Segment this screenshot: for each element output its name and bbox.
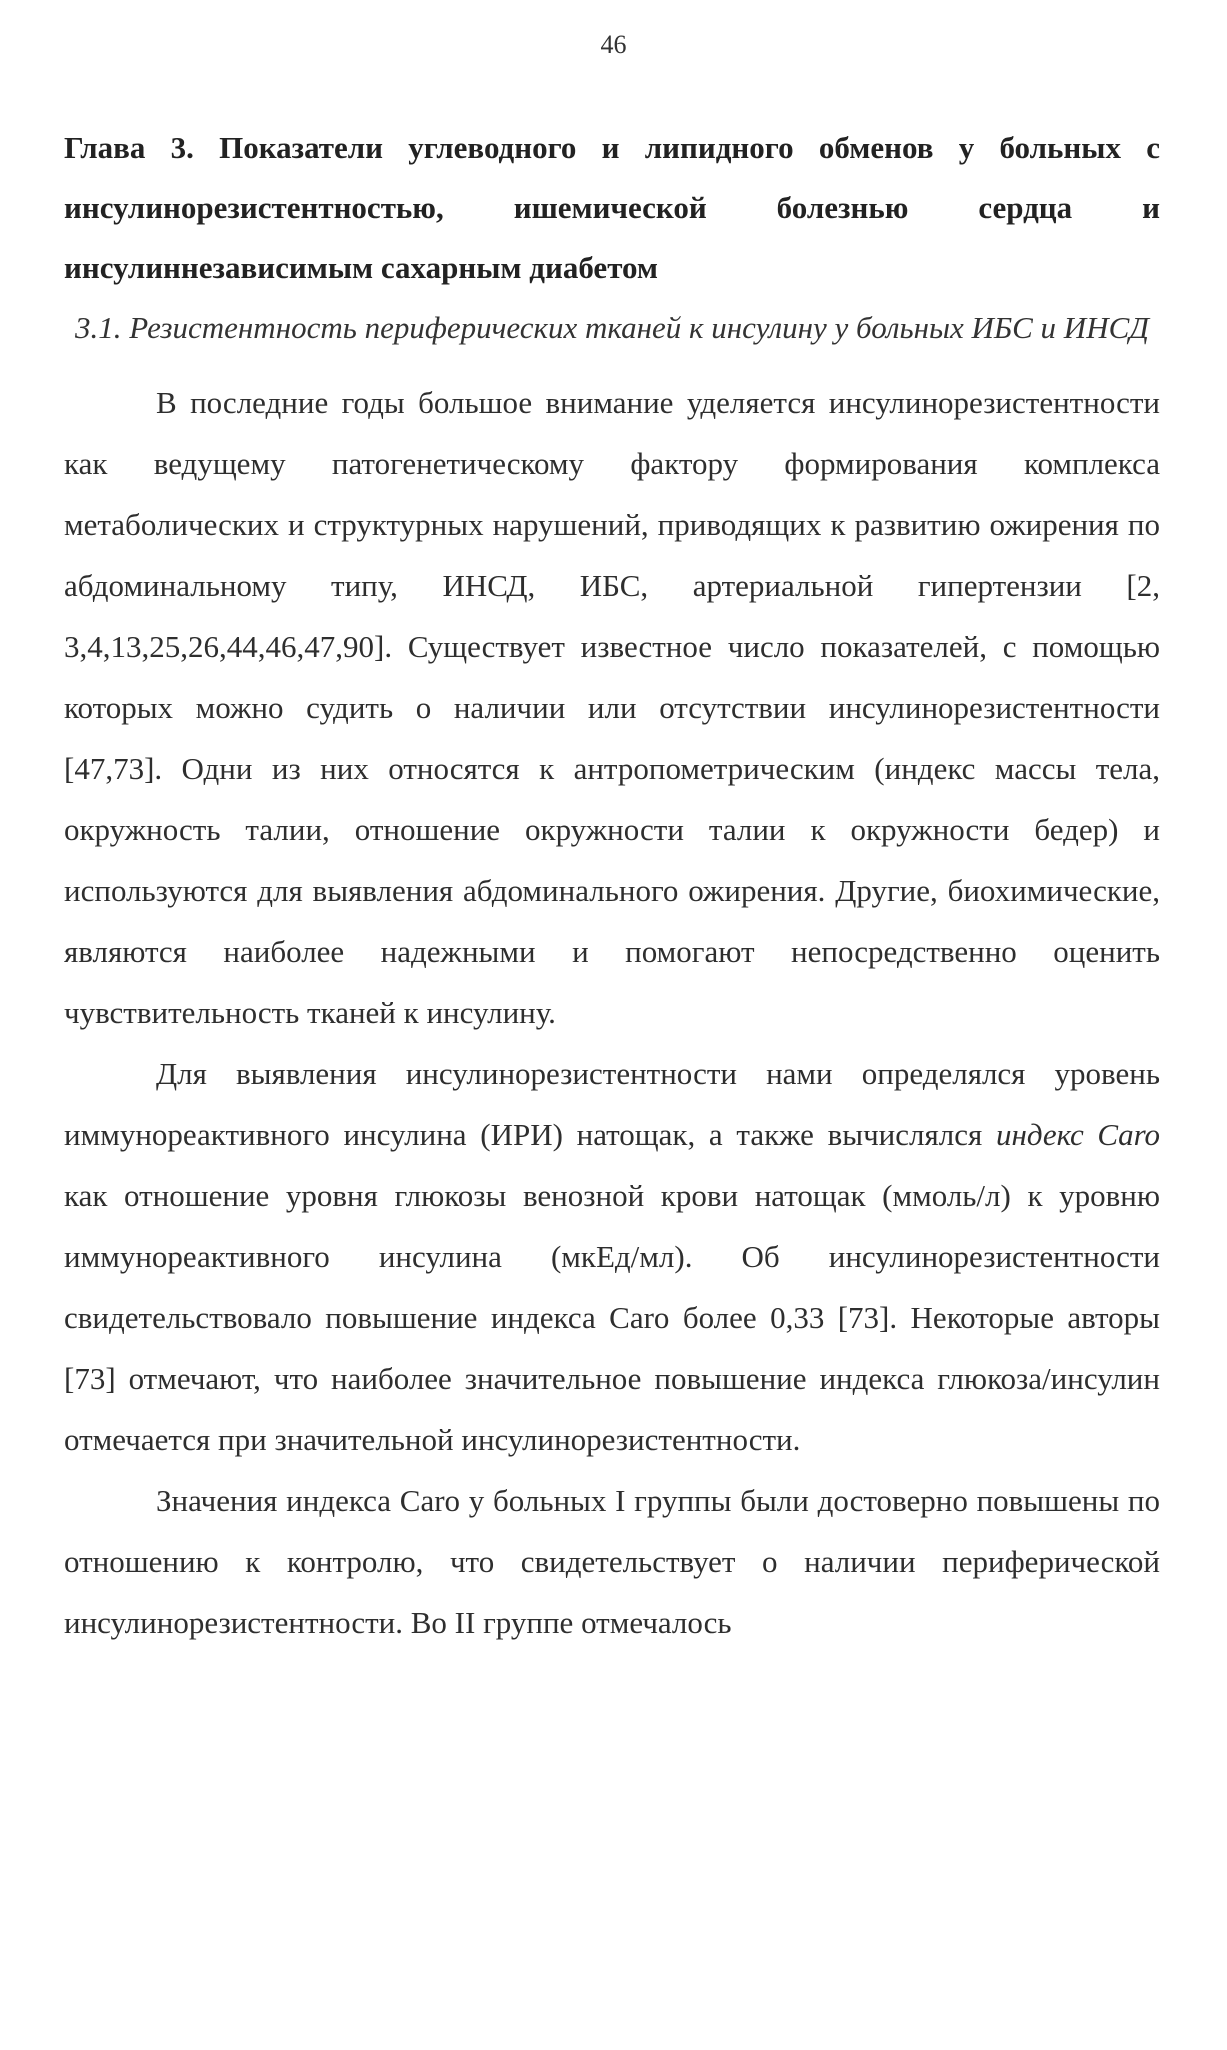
paragraph-3: Значения индекса Caro у больных I группы были достоверно повышены по отношению к контролю, что свидетельствует о наличии периферической инсулинорезистентности. Во II группе отмечалось bbox=[64, 1483, 1160, 1640]
paragraph-2-text-start: Для выявления инсулинорезистентности нами определялся уровень иммунореактивного инсулина (ИРИ) натощак, а также вычислялся bbox=[64, 1056, 1160, 1152]
paragraph-1: В последние годы большое внимание уделяется инсулинорезистентности как ведущему патогенетическому фактору формирования комплекса метаболических и структурных нарушений, приводящих к развитию ожирения по абдоминальному типу, ИНСД, ИБС, артериальной гипертензии [2, 3,4,13,25,26,44,46,47,90]. Существует известное число показателей, с помощью которых можно судить о наличии или отсутствии инсулинорезистентности [47,73]. Одни из них относятся к антропометрическим (индекс массы тела, окружность талии, отношение окружности талии к окружности бедер) и используются для выявления абдоминального ожирения. Другие, биохимические, являются наиболее надежными и помогают непосредственно оценить чувствительность тканей к инсулину. bbox=[64, 385, 1160, 1030]
page-content bbox=[64, 118, 1160, 1653]
page-number: 46 bbox=[600, 30, 627, 59]
chapter-title: Глава 3. Показатели углеводного и липидного обменов у больных с инсулинорезистентностью, ишемической болезнью сердца и инсулиннезависимым сахарным диабетом bbox=[64, 130, 1160, 285]
paragraph-2 bbox=[64, 1043, 1160, 1470]
paragraph-2-text-end: как отношение уровня глюкозы венозной крови натощак (ммоль/л) к уровню иммунореактивного инсулина (мкЕд/мл). Об инсулинорезистентности свидетельствовало повышение индекса Caro более 0,33 [73]. Некоторые авторы [73] отмечают, что наиболее значительное повышение индекса глюкоза/инсулин отмечается при значительной инсулинорезистентности. bbox=[64, 1178, 1160, 1457]
section-title: 3.1. Резистентность периферических тканей к инсулину у больных ИБС и ИНСД bbox=[75, 310, 1149, 345]
caro-index-term: индекс Caro bbox=[995, 1117, 1161, 1152]
